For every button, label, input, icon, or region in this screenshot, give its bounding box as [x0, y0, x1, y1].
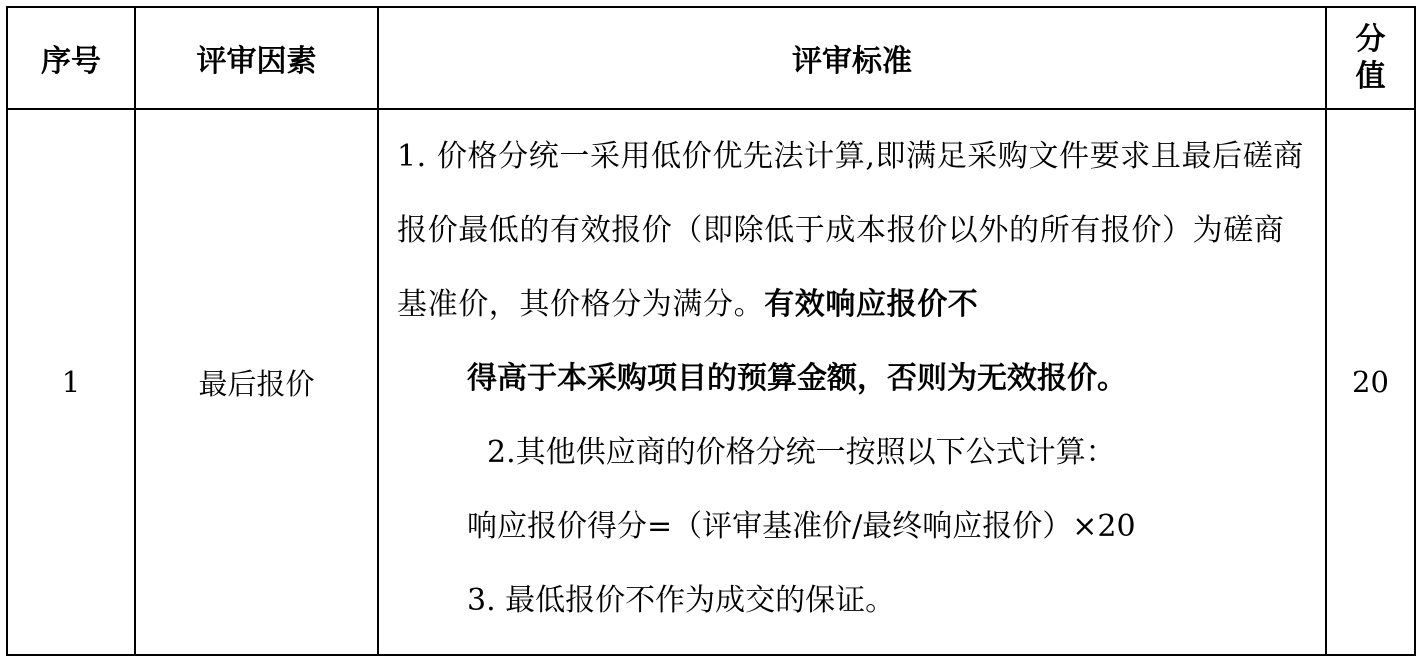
- header-score: [1326, 7, 1415, 109]
- header-score-line2: 值: [1355, 59, 1386, 94]
- standard-formula: 响应报价得分=（评审基准价/最终响应报价）×20: [467, 509, 1136, 544]
- row-score: 20: [1326, 109, 1415, 655]
- header-score-line1: 分: [1355, 21, 1386, 57]
- standard-paragraph-1: [397, 120, 1313, 342]
- standard-paragraph-2: 2.其他供应商的价格分统一按照以下公式计算：: [487, 435, 1116, 470]
- standard-bold-line: 得高于本采购项目的预算金额，否则为无效报价。: [467, 361, 1127, 396]
- header-factor: 评审因素: [135, 7, 378, 109]
- header-standard: 评审标准: [378, 7, 1326, 109]
- standard-paragraph-1-bold: 有效响应报价不: [764, 287, 979, 322]
- row-factor: 最后报价: [135, 109, 378, 655]
- header-row: [7, 7, 1415, 109]
- row-standard: [378, 109, 1326, 655]
- standard-paragraph-3: 3. 最低报价不作为成交的保证。: [467, 583, 896, 618]
- evaluation-table: [6, 6, 1416, 656]
- standard-paragraph-1-text: 1. 价格分统一采用低价优先法计算,即满足采购文件要求且最后磋商报价最低的有效报价（即除低于成本报价以外的所有报价）为磋商基准价，其价格分为满分。: [397, 139, 1304, 322]
- row-index: 1: [7, 109, 135, 655]
- table-row: [7, 109, 1415, 655]
- header-index: 序号: [7, 7, 135, 109]
